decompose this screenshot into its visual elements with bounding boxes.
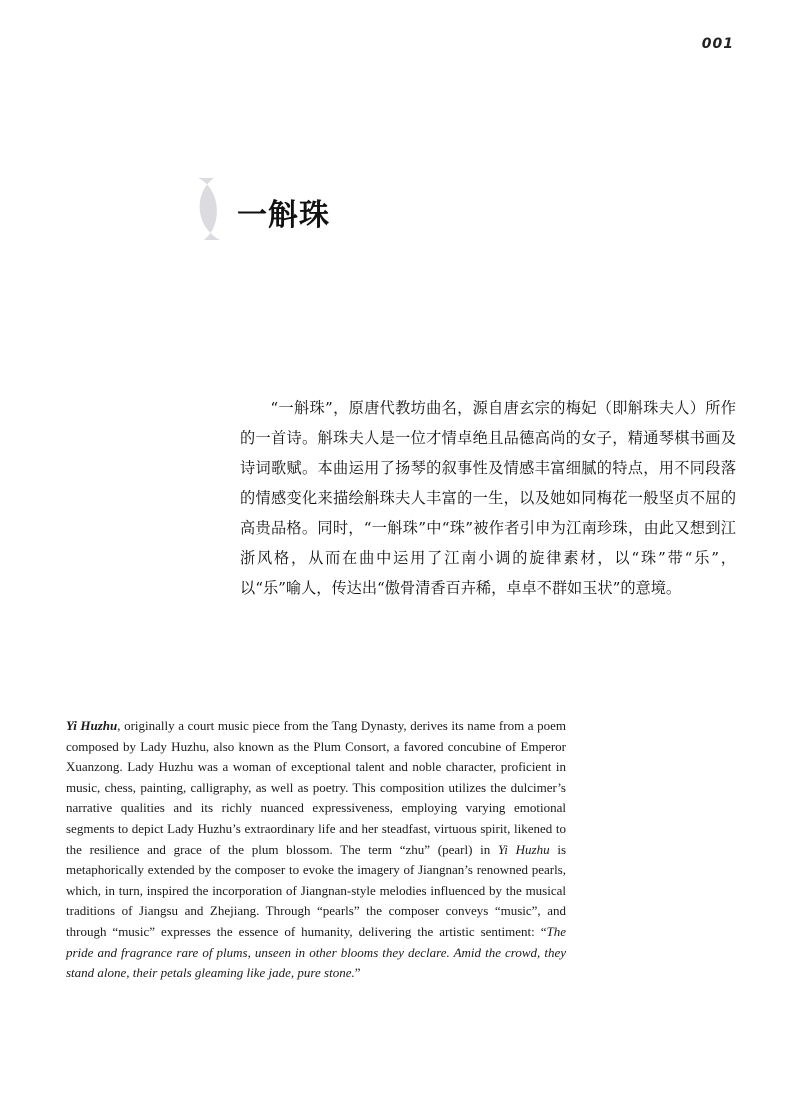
page-number: 001 xyxy=(701,36,734,52)
english-text-part-2: is metaphorically extended by the composer to evoke the imagery of Jiangnan’s renowned pearls, which, in turn, inspired the incorporation of Jiangnan-style melodies influenced by the musical traditions of Jiangsu and Zhejiang. Through “pearls” the composer conveys “music”, and through “music” expresses the essence of humanity, delivering the artistic sentiment: “ xyxy=(66,841,566,939)
english-quote: The pride and fragrance rare of plums, unseen in other blooms they declare. Amid the crowd, they stand alone, their petals gleaming like jade, pure stone. xyxy=(66,923,566,981)
english-title-term: Yi Huzhu xyxy=(66,718,118,733)
piece-title: 一斛珠 xyxy=(237,198,330,233)
chinese-description: “一斛珠”，原唐代教坊曲名，源自唐玄宗的梅妃（即斛珠夫人）所作的一首诗。斛珠夫人是一位才情卓绝且品德高尚的女子，精通琴棋书画及诗词歌赋。本曲运用了扬琴的叙事性及情感丰富细腻的特点，用不同段落的情感变化来描绘斛珠夫人丰富的一生，以及她如同梅花一般坚贞不屈的高贵品格。同时，“一斛珠”中“珠”被作者引申为江南珍珠，由此又想到江浙风格，从而在曲中运用了江南小调的旋律素材，以“珠”带“乐”，以“乐”喻人，传达出“傲骨清香百卉稀，卓卓不群如玉状”的意境。 xyxy=(240,399,736,597)
english-title-term-2: Yi Huzhu xyxy=(498,841,550,857)
english-closing-mark: ” xyxy=(354,965,361,981)
english-text-part-1: , originally a court music piece from the Tang Dynasty, derives its name from a poem composed by Lady Huzhu, also known as the Plum Consort, a favored concubine of Emperor Xuanzong. Lady Huzhu was a woman of exceptional talent and noble character, proficient in music, chess, painting, calligraphy, as well as poetry. This composition utilizes the dulcimer’s narrative qualities and its richly nuanced expressiveness, employing varying emotional segments to depict Lady Huzhu’s extraordinary life and her steadfast, virtuous spirit, likened to the resilience and grace of the plum blossom. The term “zhu” (pearl) in xyxy=(66,718,566,857)
english-description xyxy=(66,716,566,984)
crescent-decoration-icon xyxy=(190,178,224,240)
